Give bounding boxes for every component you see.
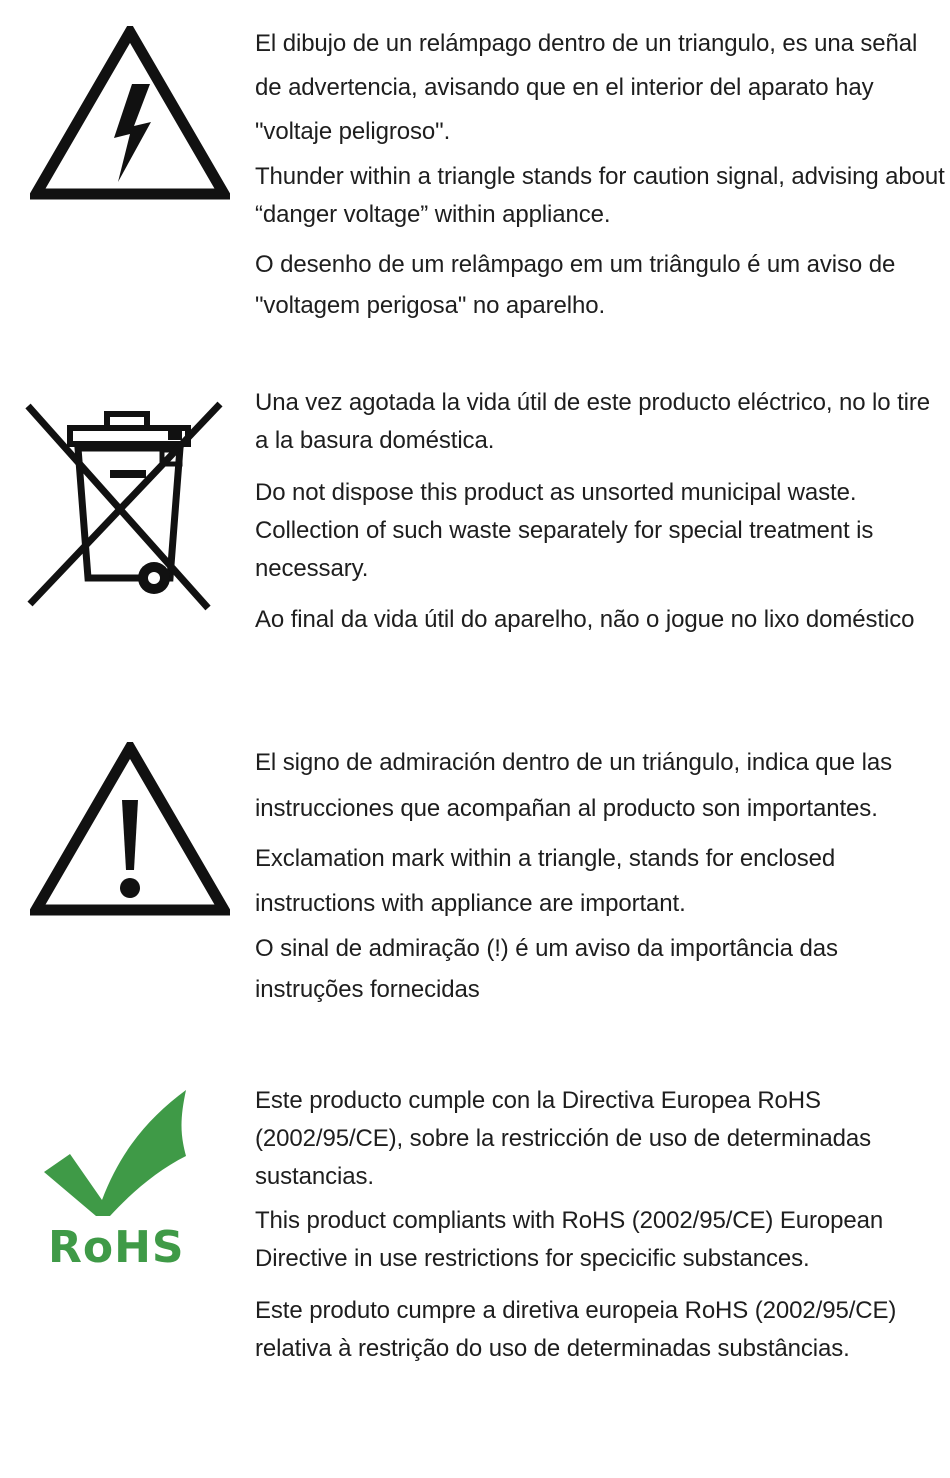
rohs-logo-text: RoHS (48, 1222, 185, 1273)
disposal-text-pt: Ao final da vida útil do aparelho, não o jogue no lixo doméstico (255, 606, 915, 633)
rohs-text-en: This product compliants with RoHS (2002/95/CE) European Directive in use restrictions for specicific substances. (255, 1207, 884, 1272)
crossed-out-wheelie-bin-icon (22, 398, 227, 613)
voltage-text-en: Thunder within a triangle stands for caution signal, advising about “danger voltage” within appliance. (255, 163, 945, 228)
lightning-warning-icon (30, 26, 230, 201)
rohs-text-pt: Este produto cumpre a diretiva europeia RoHS (2002/95/CE) relativa à restrição do uso de determinadas substâncias. (255, 1297, 897, 1362)
instructions-text-pt: O sinal de admiração (!) é um aviso da importância das instruções fornecidas (255, 935, 838, 1003)
instructions-text-en: Exclamation mark within a triangle, stands for enclosed instructions with appliance are important. (255, 845, 836, 917)
voltage-text-es: El dibujo de un relámpago dentro de un triangulo, es una señal de advertencia, avisando que en el interior del aparato hay "voltaje peligroso". (255, 30, 918, 145)
rohs-checkmark-icon (40, 1088, 190, 1218)
disposal-text-en: Do not dispose this product as unsorted municipal waste. Collection of such waste separately for special treatment is necessary. (255, 479, 874, 582)
disposal-text-es: Una vez agotada la vida útil de este producto eléctrico, no lo tire a la basura doméstica. (255, 389, 931, 454)
voltage-text-pt: O desenho de um relâmpago em um triângulo é um aviso de "voltagem perigosa" no aparelho. (255, 251, 896, 319)
exclamation-warning-icon (30, 742, 230, 917)
instructions-text-es: El signo de admiración dentro de un triángulo, indica que las instrucciones que acompañan al producto son importantes. (255, 749, 892, 822)
rohs-text-es: Este producto cumple con la Directiva Europea RoHS (2002/95/CE), sobre la restricción de uso de determinadas sustancias. (255, 1087, 871, 1190)
